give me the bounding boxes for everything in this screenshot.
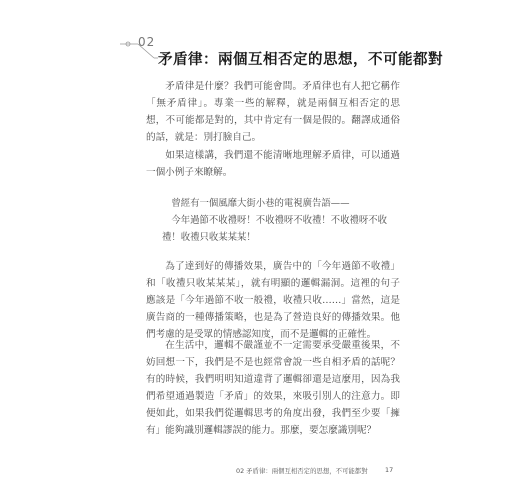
quote-intro: 曾經有一個風靡大街小巷的電視廣告語—— bbox=[171, 198, 350, 209]
paragraph-2: 如果這樣講，我們還不能清晰地理解矛盾律，可以通過一個小例子來瞭解。 bbox=[146, 150, 400, 178]
quote-line: 今年過節不收禮呀！不收禮呀不收禮！不收禮呀不收禮！收禮只收某某某！ bbox=[162, 215, 388, 243]
paragraph-3: 為了達到好的傳播效果，廣告中的「今年過節不收禮」和「收禮只收某某某」，就有明顯的邏輯漏洞。這裡的句子應該是「今年過節不收一般禮，收禮只收……」當然，這是廣告商的一種傳播策略，也是為了營造良好的傳播效果。他們考慮的是受眾的情感認知度，而不是邏輯的正確性。 bbox=[146, 261, 400, 340]
paragraph-4: 在生活中，邏輯不嚴謹並不一定需要承受嚴重後果，不妨回想一下，我們是不是也經常會說一些自相矛盾的話呢？有的時候，我們明明知道違背了邏輯卻還是這麼用，因為我們希望通過製造「矛盾」的效果，來吸引別人的注意力。即便如此，如果我們從邏輯思考的角度出發，我們至少要「擁有」能夠識別邏輯謬誤的能力。那麼，要怎麼識別呢？ bbox=[146, 340, 400, 436]
running-footer: 02 矛盾律：兩個互相否定的思想，不可能都對 bbox=[236, 467, 368, 475]
page-number: 17 bbox=[385, 466, 394, 474]
paragraph-1: 矛盾律是什麼？我們可能會問。矛盾律也有人把它稱作「無矛盾律」。專業一些的解釋，就是兩個互相否定的思想，不可能都是對的，其中肯定有一個是假的。翻譯成通俗的話，就是：別打臉自己。 bbox=[146, 81, 400, 143]
chapter-title: 矛盾律：兩個互相否定的思想，不可能都對 bbox=[158, 51, 443, 68]
chapter-number: 02 bbox=[138, 35, 156, 49]
